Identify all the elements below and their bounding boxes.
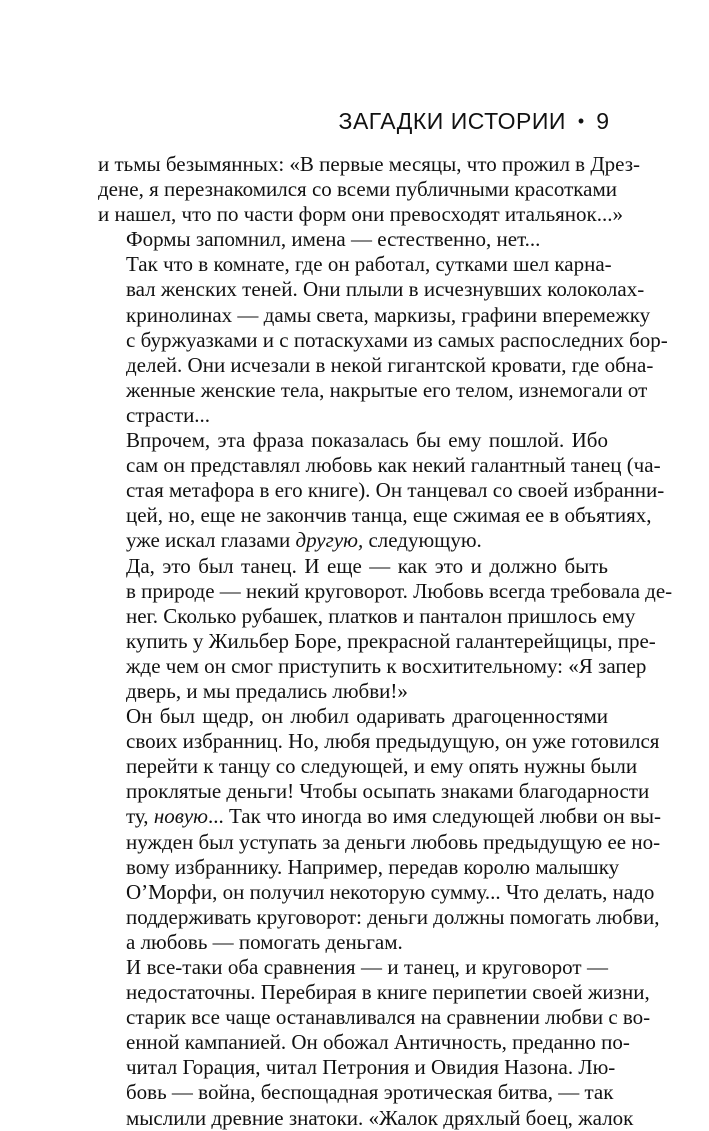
- text-line: бовь — война, беспощадная эротическая битва, — так: [126, 1080, 614, 1105]
- text-line: вому избраннику. Например, передав королю малышку: [126, 854, 620, 879]
- text-line: сам он представлял любовь как некий галантный танец (ча-: [126, 453, 661, 478]
- paragraph-5: [98, 553, 673, 705]
- text-line: читал Горация, читал Петрония и Овидия Назона. Лю-: [126, 1055, 616, 1080]
- text-line: и тьмы безымянных: «В первые месяцы, что прожил в Дрез-: [98, 152, 641, 176]
- text-line: в природе — некий круговорот. Любовь всегда требовала де-: [126, 578, 673, 603]
- text-line: Формы запомнил, имена — естественно, нет...: [126, 227, 541, 252]
- paragraph-4: [98, 428, 665, 553]
- text-run: ту,: [126, 804, 154, 829]
- text-line: своих избранниц. Но, любя предыдущую, он уже готовился: [126, 729, 660, 754]
- text-line: [98, 804, 661, 829]
- paragraph-2: [98, 227, 608, 252]
- text-line: [98, 528, 608, 553]
- text-line: Да, это был танец. И еще — как это и должно быть: [126, 553, 608, 578]
- text-line: с буржуазками и с потаскухами из самых распоследних бор-: [126, 327, 668, 352]
- text-line: енной кампанией. Он обожал Античность, преданно по-: [126, 1030, 630, 1055]
- text-line: а любовь — помогать деньгам.: [126, 929, 403, 954]
- text-run: уже искал глазами: [126, 528, 296, 553]
- text-line: женные женские тела, накрытые его телом, изнемогали от: [126, 377, 648, 402]
- text-line: поддерживать круговорот: деньги должны помогать любви,: [126, 904, 660, 929]
- text-line: купить у Жильбер Боре, прекрасной галантерейщицы, пре-: [126, 628, 656, 653]
- text-line: дверь, и мы предались любви!»: [126, 678, 408, 703]
- paragraph-3: [98, 252, 668, 428]
- text-line: старик все чаще останавливался на сравнении любви с во-: [126, 1005, 651, 1030]
- text-line: И все-таки оба сравнения — и танец, и круговорот —: [126, 955, 608, 979]
- text-line: страсти...: [126, 402, 211, 427]
- text-line: цей, но, еще не закончив танца, еще сжимая ее в объятиях,: [126, 503, 652, 528]
- text-line: перейти к танцу со следующей, и ему опять нужны были: [126, 754, 638, 779]
- text-run: следующую.: [363, 528, 482, 553]
- text-line: жде чем он смог приступить к восхитительному: «Я запер: [126, 653, 647, 678]
- body-text: [98, 152, 673, 1131]
- text-line: недостаточны. Перебирая в книге перипетии своей жизни,: [126, 980, 650, 1005]
- paragraph-7: [98, 955, 651, 1131]
- italic-word: новую: [153, 804, 208, 829]
- text-line: О’Морфи, он получил некоторую сумму... Что делать, надо: [126, 879, 655, 904]
- header-separator: •: [577, 111, 585, 131]
- text-line: мыслили древние знатоки. «Жалок дряхлый боец, жалок: [126, 1105, 634, 1130]
- text-line: и нашел, что по части форм они превосходят итальянок...»: [98, 202, 623, 227]
- text-line: кринолинах — дамы света, маркизы, графини вперемежку: [126, 302, 651, 327]
- text-line: делей. Они исчезали в некой гигантской кровати, где обна-: [126, 352, 654, 377]
- text-line: вал женских теней. Они плыли в исчезнувших колоколах-: [126, 277, 645, 302]
- italic-word: другую,: [295, 528, 364, 553]
- paragraph-1: [98, 152, 641, 227]
- text-line: стая метафора в его книге). Он танцевал со своей избранни-: [126, 478, 665, 503]
- page-number: 9: [596, 108, 609, 134]
- text-run: ... Так что иногда во имя следующей любви он вы-: [207, 804, 661, 829]
- header-title: ЗАГАДКИ ИСТОРИИ: [338, 108, 566, 134]
- text-line: Так что в комнате, где он работал, сутками шел карна-: [126, 252, 612, 277]
- running-header: [339, 108, 609, 135]
- text-line: Он был щедр, он любил одаривать драгоценностями: [126, 704, 608, 729]
- text-line: нег. Сколько рубашек, платков и панталон пришлось ему: [126, 603, 636, 628]
- paragraph-6: [98, 704, 661, 955]
- text-line: нужден был уступать за деньги любовь предыдущую ее но-: [126, 829, 661, 854]
- text-line: дене, я перезнакомился со всеми публичными красотками: [98, 177, 617, 202]
- text-line: Впрочем, эта фраза показалась бы ему пошлой. Ибо: [126, 428, 608, 453]
- text-line: проклятые деньги! Чтобы осыпать знаками благодарности: [126, 779, 650, 804]
